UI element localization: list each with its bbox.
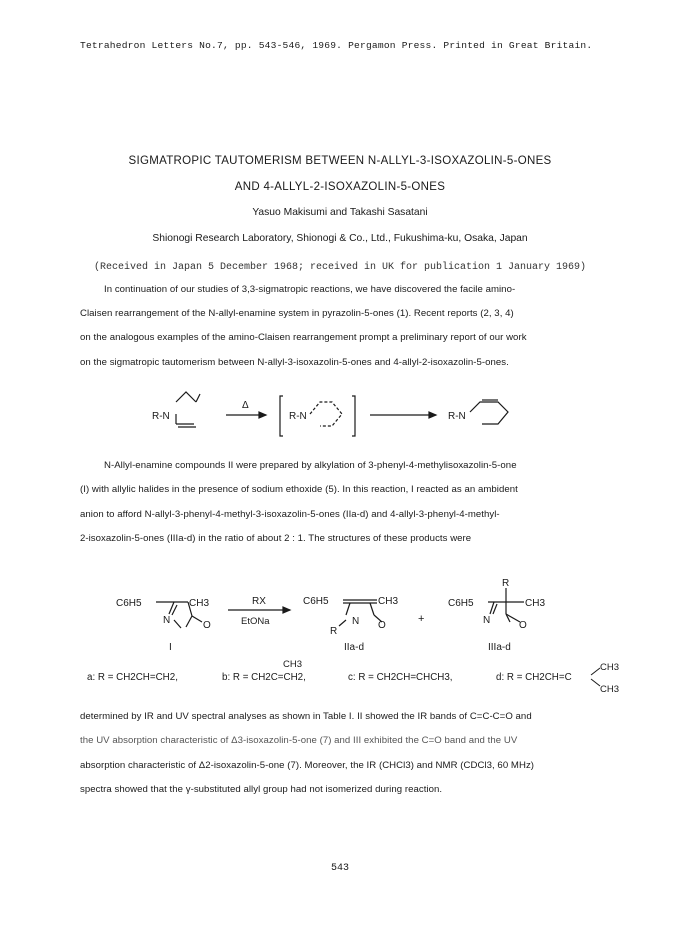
compound-I-nitrogen: N	[163, 615, 171, 626]
compound-II-oxygen: O	[378, 620, 386, 631]
paragraph-2-line: 2-isoxazolin-5-ones (IIIa-d) in the ratio of about 2 : 1. The structures of these products were	[80, 533, 472, 544]
scheme1-right-label: R-N	[448, 411, 466, 422]
compound-III-methyl: CH3	[525, 598, 546, 609]
compound-III-label: IIIa-d	[488, 642, 511, 653]
paragraph-3-line: determined by IR and UV spectral analyses as shown in Table I. II showed the IR bands of C=C-C=O and	[80, 711, 532, 722]
def-c: c: R = CH2CH=CHCH3,	[348, 672, 453, 683]
scheme1-left-label: R-N	[152, 411, 170, 422]
paper-title-line-1: SIGMATROPIC TAUTOMERISM BETWEEN N-ALLYL-3-ISOXAZOLIN-5-ONES	[128, 155, 552, 167]
def-d-methyl-lower: CH3	[600, 684, 620, 695]
plus-sign: +	[418, 613, 425, 625]
page-number: 543	[330, 863, 349, 874]
paragraph-1-line: on the analogous examples of the amino-Claisen rearrangement prompt a preliminary report of our work	[80, 332, 527, 343]
scheme1-mid-label: R-N	[289, 411, 307, 422]
paragraph-3-line: the UV absorption characteristic of Δ3-isoxazolin-5-one (7) and III exhibited the C=O band and the UV	[80, 735, 518, 746]
compound-I-phenyl: C6H5	[116, 598, 142, 609]
authors: Yasuo Makisumi and Takashi Sasatani	[252, 207, 428, 218]
compound-I-oxygen: O	[203, 620, 211, 631]
paper-title-line-2: AND 4-ALLYL-2-ISOXAZOLIN-5-ONES	[234, 181, 446, 193]
compound-II-nitrogen: N	[352, 616, 360, 627]
affiliation: Shionogi Research Laboratory, Shionogi & Co., Ltd., Fukushima-ku, Osaka, Japan	[152, 233, 528, 244]
compound-I-label: I	[169, 642, 172, 653]
received-dates: (Received in Japan 5 December 1968; received in UK for publication 1 January 1969)	[93, 262, 587, 273]
compound-II-label: IIa-d	[344, 642, 365, 653]
reagent-label: RX	[252, 596, 266, 607]
paragraph-2-line: N-Allyl-enamine compounds II were prepared by alkylation of 3-phenyl-4-methylisoxazolin-5-one	[104, 460, 517, 471]
paragraph-3-line: spectra showed that the γ-substituted allyl group had not isomerized during reaction.	[80, 784, 443, 795]
paragraph-1-line: Claisen rearrangement of the N-allyl-enamine system in pyrazolin-5-ones (1). Recent reports (2, 3, 4)	[80, 308, 514, 319]
paragraph-2-line: (I) with allylic halides in the presence of sodium ethoxide (5). In this reaction, I reacted as an ambident	[80, 484, 518, 495]
def-a: a: R = CH2CH=CH2,	[87, 672, 178, 683]
paragraph-1-line: on the sigmatropic tautomerism between N-allyl-3-isoxazolin-5-ones and 4-allyl-2-isoxazolin-5-ones.	[80, 357, 509, 368]
paragraph-1-line: In continuation of our studies of 3,3-sigmatropic reactions, we have discovered the facile amino-	[104, 284, 516, 295]
running-head: Tetrahedron Letters No.7, pp. 543-546, 1969. Pergamon Press. Printed in Great Britain.	[80, 40, 593, 51]
base-label: EtONa	[241, 616, 270, 627]
compound-III-phenyl: C6H5	[448, 598, 474, 609]
paragraph-2-line: anion to afford N-allyl-3-phenyl-4-methyl-3-isoxazolin-5-ones (IIa-d) and 4-allyl-3-phenyl-4-methyl-	[80, 509, 500, 520]
def-d-methyl-upper: CH3	[600, 662, 620, 673]
compound-III-nitrogen: N	[483, 615, 491, 626]
compound-II-methyl: CH3	[378, 596, 399, 607]
def-b-methyl: CH3	[283, 659, 303, 670]
compound-II-r-group: R	[330, 626, 338, 637]
paragraph-3-line: absorption characteristic of Δ2-isoxazolin-5-one (7). Moreover, the IR (CHCl3) and NMR (CDCl3, 60 MHz)	[80, 760, 535, 771]
def-d: d: R = CH2CH=C	[496, 672, 572, 683]
compound-II-phenyl: C6H5	[303, 596, 329, 607]
scheme1-delta-label: Δ	[242, 400, 249, 411]
compound-III-oxygen: O	[519, 620, 527, 631]
compound-III-r-group: R	[502, 578, 510, 589]
def-b: b: R = CH2C=CH2,	[222, 672, 306, 683]
compound-I-methyl: CH3	[189, 598, 210, 609]
